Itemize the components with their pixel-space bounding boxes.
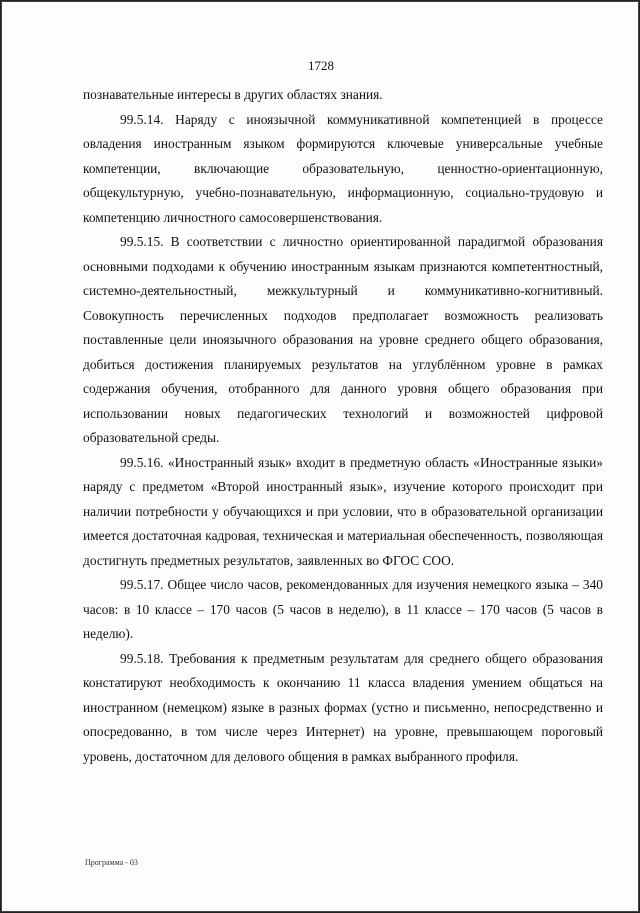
paragraph-99-5-17: 99.5.17. Общее число часов, рекомендованных для изучения немецкого языка – 340 часов: в 10 классе – 170 часов (5 часов в неделю), в 11 классе – 170 часов (5 часов в неделю). <box>83 577 603 641</box>
paragraph-99-5-14: 99.5.14. Наряду с иноязычной коммуникативной компетенцией в процессе овладения иностранным языком формируются ключевые универсальные учебные компетенции, включающие образовательную, ценностно-ориентационную, общекультурную, учебно-познавательную, информационную, социально-трудовую и компетенцию личностного самосовершенствования. <box>83 111 603 225</box>
document-body <box>83 83 603 769</box>
page-number: 1728 <box>308 58 334 73</box>
paragraph-continuation: познавательные интересы в других областях знания. <box>83 87 383 102</box>
page-footer: Программа - 03 <box>85 858 138 867</box>
paragraph-99-5-15: 99.5.15. В соответствии с личностно ориентированной парадигмой образования основными подходами к обучению иностранным языкам признаются компетентностный, системно-деятельностный, межкультурный и коммуникативно-когнитивный. Совокупность перечисленных подходов предполагает возможность реализовать поставленные цели иноязычного образования на уровне среднего общего образования, добиться достижения планируемых результатов на углублённом уровне в рамках содержания обучения, отобранного для данного уровня общего образования при использовании новых педагогических технологий и возможностей цифровой образовательной среды. <box>83 234 603 445</box>
paragraph-99-5-16: 99.5.16. «Иностранный язык» входит в предметную область «Иностранные языки» наряду с предметом «Второй иностранный язык», изучение которого происходит при наличии потребности у обучающихся и при условии, что в образовательной организации имеется достаточная кадровая, техническая и материальная обеспеченность, позволяющая достигнуть предметных результатов, заявленных во ФГОС СОО. <box>83 454 603 568</box>
paragraph-99-5-18: 99.5.18. Требования к предметным результатам для среднего общего образования констатируют необходимость к окончанию 11 класса владения умением общаться на иностранном (немецком) языке в разных формах (устно и письменно, непосредственно и опосредованно, в том числе через Интернет) на уровне, превышающем пороговый уровень, достаточном для делового общения в рамках выбранного профиля. <box>83 650 603 764</box>
